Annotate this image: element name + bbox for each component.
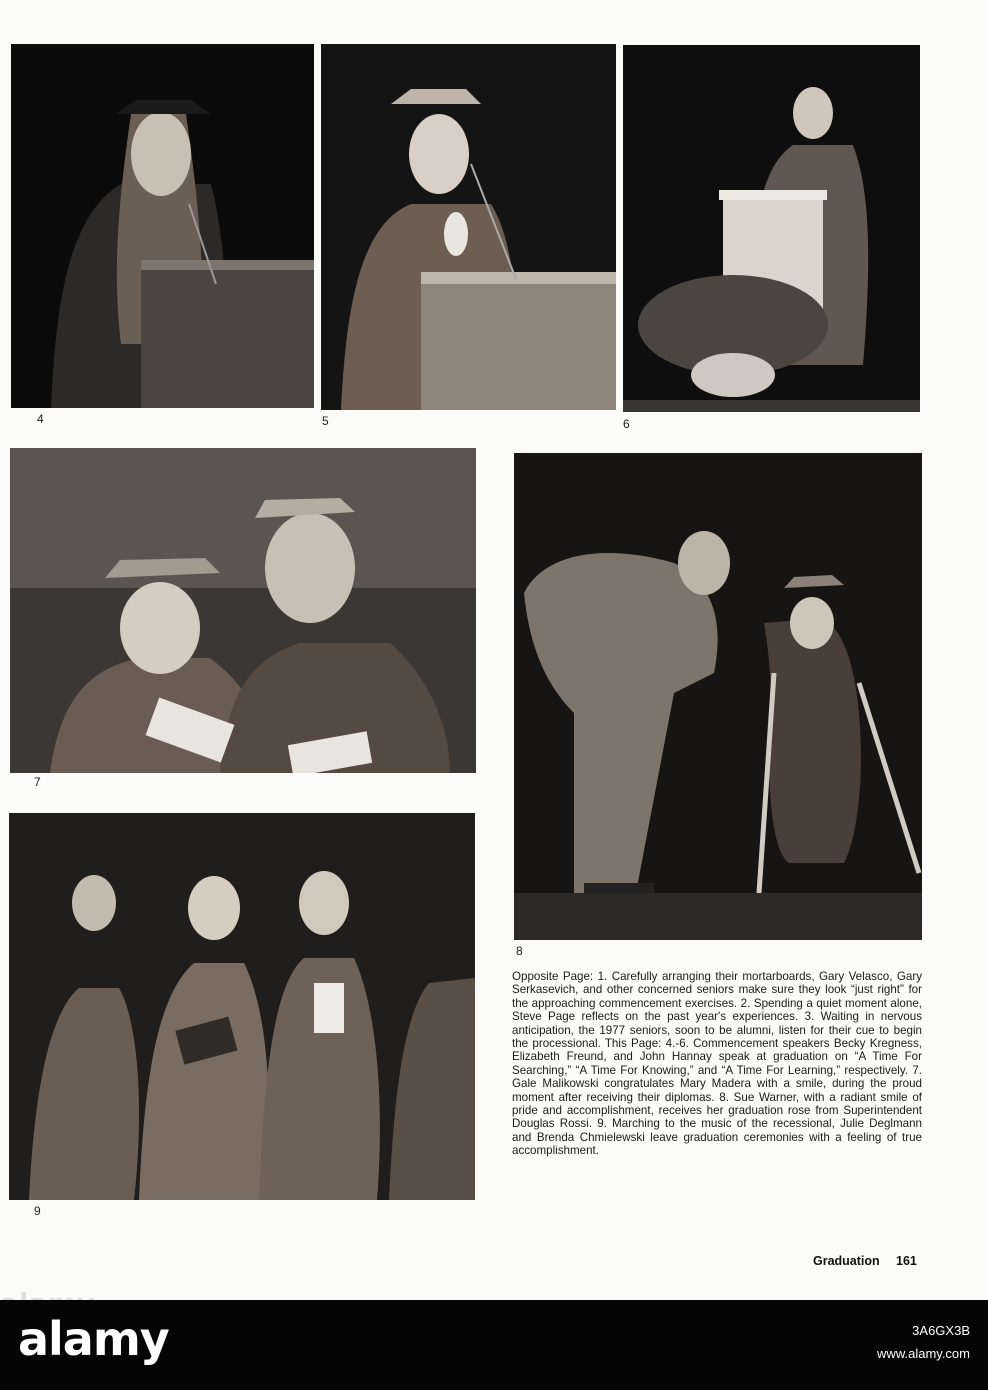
photo-number-6: 6 [623,417,630,431]
stock-image-id: 3A6GX3B [912,1323,970,1338]
photo-9-recessional [9,813,475,1200]
stock-url: www.alamy.com [877,1346,970,1361]
stock-brand-logo: alamy [18,1312,169,1366]
photo-number-9: 9 [34,1204,41,1218]
photo-7-graduates-with-diplomas [10,448,476,773]
stock-banner [0,1300,988,1390]
section-title: Graduation [813,1254,880,1268]
photo-4-speaker-at-podium [11,44,314,408]
photo-5-speaker-at-podium [321,44,616,410]
photo-8-rose-presentation [514,453,922,940]
caption-text: Opposite Page: 1. Carefully arranging their mortarboards, Gary Velasco, Gary Serkasevich, and other concerned seniors make sure they look “just right” for the approaching commencement exercises. 2. Spending a quiet moment alone, Steve Page reflects on the past year's experiences. 3. Waiting in nervous anticipation, the 1977 seniors, soon to be alumni, listen for their cue to begin the processional. This Page: 4.-6. Commencement speakers Becky Kregness, Elizabeth Freund, and John Hannay speak at graduation on “A Time For Searching,” “A Time For Knowing,” and “A Time For Learning,” respectively. 7. Gale Malikowski congratulates Mary Madera with a smile, during the proud moment after receiving their diplomas. 8. Sue Warner, with a radiant smile of pride and accomplishment, receives her graduation rose from Superintendent Douglas Rossi. 9. Marching to the music of the recessional, Julie Deglmann and Brenda Chmielewski leave graduation ceremonies with a feeling of true accomplishment. [512,970,922,1158]
photo-number-8: 8 [516,944,523,958]
page-number: 161 [896,1254,917,1268]
photo-number-5: 5 [322,414,329,428]
photo-number-7: 7 [34,775,41,789]
photo-6-speaker-with-roses [623,45,920,412]
photo-number-4: 4 [37,412,44,426]
